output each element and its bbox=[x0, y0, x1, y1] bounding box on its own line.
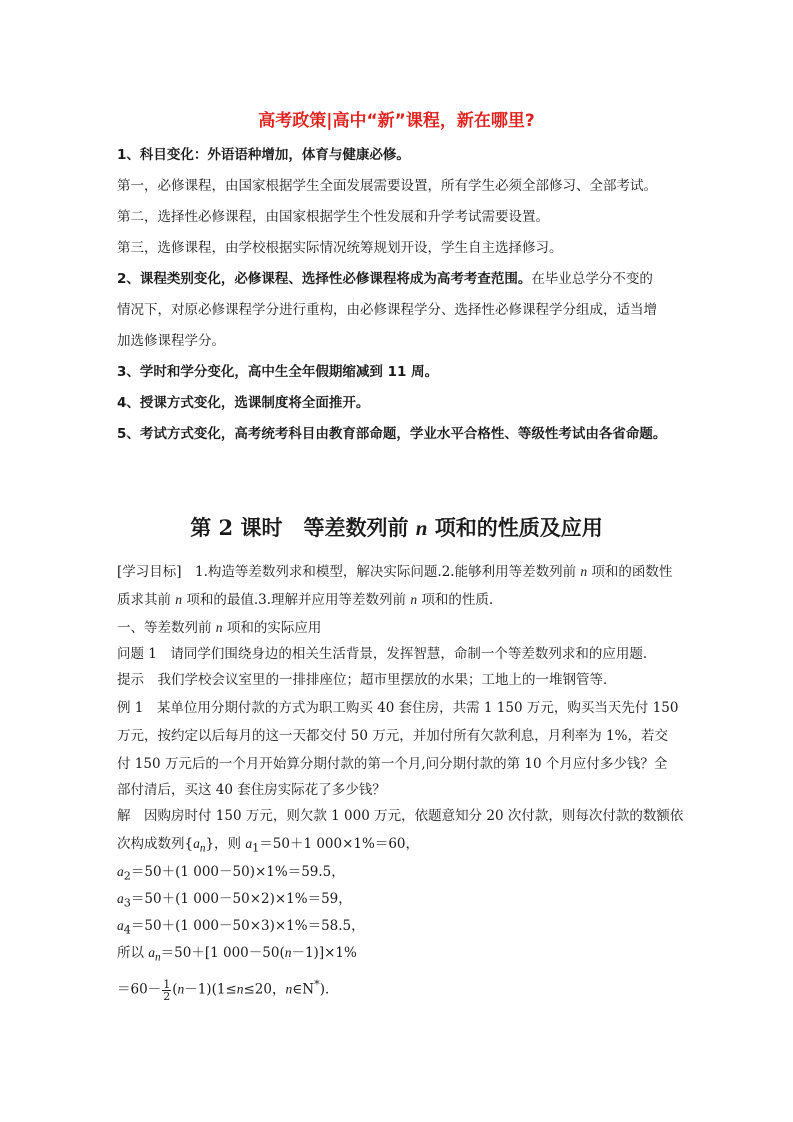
var-a: a bbox=[117, 918, 124, 933]
var-n: n bbox=[410, 592, 418, 607]
var-a: a bbox=[117, 891, 124, 906]
policy-paragraph-elective: 第三，选修课程，由学校根据实际情况统筹规划开设，学生自主选择修习。 bbox=[117, 240, 563, 256]
solution-line2 bbox=[117, 835, 419, 858]
var-n: n bbox=[177, 981, 185, 997]
eq-text: ≤20， bbox=[243, 981, 286, 998]
eq-text: ∈N bbox=[292, 981, 315, 998]
policy-item-5: 5、考试方式变化，高考统考科目由教育部命题，学业水平合格性、等级性考试由各省命题。 bbox=[117, 426, 667, 442]
policy-title: 高考政策|高中“新”课程，新在哪里? bbox=[258, 111, 535, 131]
lesson-title-b: 项和的性质及应用 bbox=[427, 515, 603, 540]
hint: 提示 我们学校会议室里的一排排座位；超市里摆放的水果；工地上的一堆钢管等． bbox=[117, 672, 617, 688]
var-a: a bbox=[193, 836, 200, 851]
learning-goals-line1 bbox=[117, 563, 672, 581]
var-n: n bbox=[215, 620, 223, 635]
goals-text: 质求其前 bbox=[117, 592, 176, 608]
eq-text: ＝50＋[1 000－50( bbox=[160, 945, 285, 961]
sub-2: 2 bbox=[123, 869, 131, 883]
eq-text: )． bbox=[319, 981, 339, 998]
var-n: n bbox=[580, 564, 588, 579]
sub-1: 1 bbox=[252, 841, 260, 855]
sol-text: ＝50＋1 000×1%＝60， bbox=[259, 836, 420, 852]
example-1-line3: 付 150 万元后的一个月开始算分期付款的第一个月,问分期付款的第 10 个月应付多少钱？全 bbox=[117, 756, 668, 772]
learning-goals-line2 bbox=[117, 591, 493, 609]
fraction-denominator: 2 bbox=[163, 989, 171, 1003]
sub-n: n bbox=[155, 951, 161, 964]
policy-item-2-line3: 加选修课程学分。 bbox=[117, 333, 225, 349]
var-a: a bbox=[117, 864, 124, 879]
solution-line1: 解 因购房时付 150 万元，则欠款 1 000 万元，依题意知分 20 次付款，则每次付款的数额依 bbox=[117, 808, 684, 824]
equation-an bbox=[117, 944, 357, 967]
policy-item-4: 4、授课方式变化，选课制度将全面推开。 bbox=[117, 395, 370, 411]
goals-text: 项和的性质. bbox=[417, 592, 494, 608]
policy-item-2 bbox=[117, 270, 653, 288]
policy-paragraph-elective-required: 第二，选择性必修课程，由国家根据学生个性发展和升学考试需要设置。 bbox=[117, 209, 549, 225]
goals-text: 项和的函数性 bbox=[587, 564, 673, 580]
sol-text: }，则 bbox=[205, 836, 246, 852]
eq-text: －1)(1≤ bbox=[184, 981, 237, 998]
goals-text: 项和的最值.3.理解并应用等差数列前 bbox=[182, 592, 411, 608]
policy-item-2-bold: 2、课程类别变化，必修课程、选择性必修课程将成为高考考查范围。 bbox=[117, 271, 532, 287]
eq-text: ( bbox=[172, 981, 178, 998]
var-n: n bbox=[175, 592, 183, 607]
example-1-line4: 部付清后，买这 40 套住房实际花了多少钱？ bbox=[117, 782, 386, 798]
sub-3: 3 bbox=[123, 896, 131, 910]
equation-a3 bbox=[117, 890, 352, 913]
goals-text: [学习目标] 1.构造等差数列求和模型，解决实际问题.2.能够利用等差数列前 bbox=[117, 564, 581, 580]
sub-n: n bbox=[199, 842, 206, 855]
eq-text: ＝50＋(1 000－50×3)×1%＝58.5， bbox=[130, 918, 365, 934]
eq-text: ＝50＋(1 000－50×2)×1%＝59， bbox=[130, 891, 352, 907]
example-1-line2: 万元，按约定以后每月的这一天都交付 50 万元，并加付所有欠款利息，月利率为 1%，若交 bbox=[117, 728, 668, 744]
policy-item-1: 1、科目变化：外语语种增加，体育与健康必修。 bbox=[117, 147, 410, 163]
eq-text: ＝60－ bbox=[117, 981, 162, 998]
equation-a4 bbox=[117, 917, 365, 940]
equation-a2 bbox=[117, 863, 345, 886]
var-n: n bbox=[285, 981, 293, 997]
lesson-title-n: n bbox=[415, 516, 428, 540]
question-1: 问题 1 请同学们围绕身边的相关生活背景，发挥智慧，命制一个等差数列求和的应用题． bbox=[117, 646, 657, 662]
policy-paragraph-required: 第一，必修课程，由国家根据学生全面发展需要设置，所有学生必须全部修习、全部考试。 bbox=[117, 178, 657, 194]
policy-item-2-rest: 在毕业总学分不变的 bbox=[531, 271, 653, 287]
eq-text: －1)]×1% bbox=[291, 945, 357, 961]
example-1-line1: 例 1 某单位用分期付款的方式为职工购买 40 套住房，共需 1 150 万元，购买当天先付 150 bbox=[117, 700, 679, 716]
policy-item-3: 3、学时和学分变化，高中生全年假期缩减到 11 周。 bbox=[117, 364, 439, 380]
lesson-title-a: 第 2 课时 等差数列前 bbox=[190, 515, 416, 540]
var-n: n bbox=[284, 945, 292, 960]
var-a: a bbox=[148, 945, 156, 960]
equation-an-simplified bbox=[117, 976, 338, 1002]
var-a: a bbox=[245, 836, 253, 851]
policy-item-2-line2: 情况下，对原必修课程学分进行重构，由必修课程学分、选择性必修课程学分组成，适当增 bbox=[117, 302, 657, 318]
eq-text: 所以 bbox=[117, 945, 149, 961]
superscript-star: * bbox=[314, 978, 320, 991]
var-n: n bbox=[236, 981, 244, 997]
lesson-title bbox=[0, 512, 793, 542]
sub-4: 4 bbox=[123, 923, 131, 937]
eq-text: ＝50＋(1 000－50)×1%＝59.5， bbox=[130, 864, 345, 880]
section-text: 项和的实际应用 bbox=[222, 620, 322, 636]
section-text: 一、等差数列前 bbox=[117, 620, 216, 636]
section-heading-1 bbox=[117, 619, 321, 637]
fraction-one-half bbox=[162, 979, 171, 1002]
fraction-numerator: 1 bbox=[163, 977, 171, 991]
sol-text: 次构成数列{ bbox=[117, 836, 194, 852]
